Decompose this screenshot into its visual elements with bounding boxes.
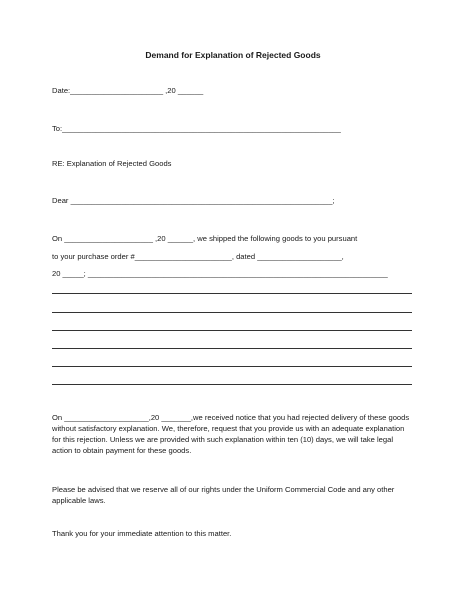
shipped-line: On _____________________ ,20 ______, we shipped the following goods to you pursuant (52, 234, 358, 243)
dear-line: Dear ______________________________________________________________; (52, 196, 335, 205)
goods-blank-line (52, 366, 412, 367)
year-goods-line: 20 _____; _______________________________________________________________________ (52, 269, 388, 278)
thank-you-line: Thank you for your immediate attention to this matter. (52, 529, 232, 538)
goods-blank-line (52, 384, 412, 385)
to-line: To:__________________________________________________________________ (52, 124, 341, 133)
document-title: Demand for Explanation of Rejected Goods (145, 50, 321, 60)
goods-blank-line (52, 293, 412, 294)
goods-blank-line (52, 312, 412, 313)
purchase-order-line: to your purchase order #_______________________, dated ____________________, (52, 252, 344, 261)
goods-blank-line (52, 348, 412, 349)
date-line: Date:______________________ ,20 ______ (52, 86, 204, 95)
rights-paragraph: Please be advised that we reserve all of our rights under the Uniform Commercial Code and any other applicable laws. (52, 485, 395, 505)
notice-paragraph: On ____________________,20 _______,we received notice that you had rejected delivery of these goods without satisfactory explanation. We, therefore, request that you provide us with an adequate explanation for this rejection. Unless we are provided with such explanation within ten (10) days, we will take legal action to obtain payment for these goods. (52, 413, 410, 455)
re-line: RE: Explanation of Rejected Goods (52, 159, 172, 168)
goods-blank-line (52, 330, 412, 331)
